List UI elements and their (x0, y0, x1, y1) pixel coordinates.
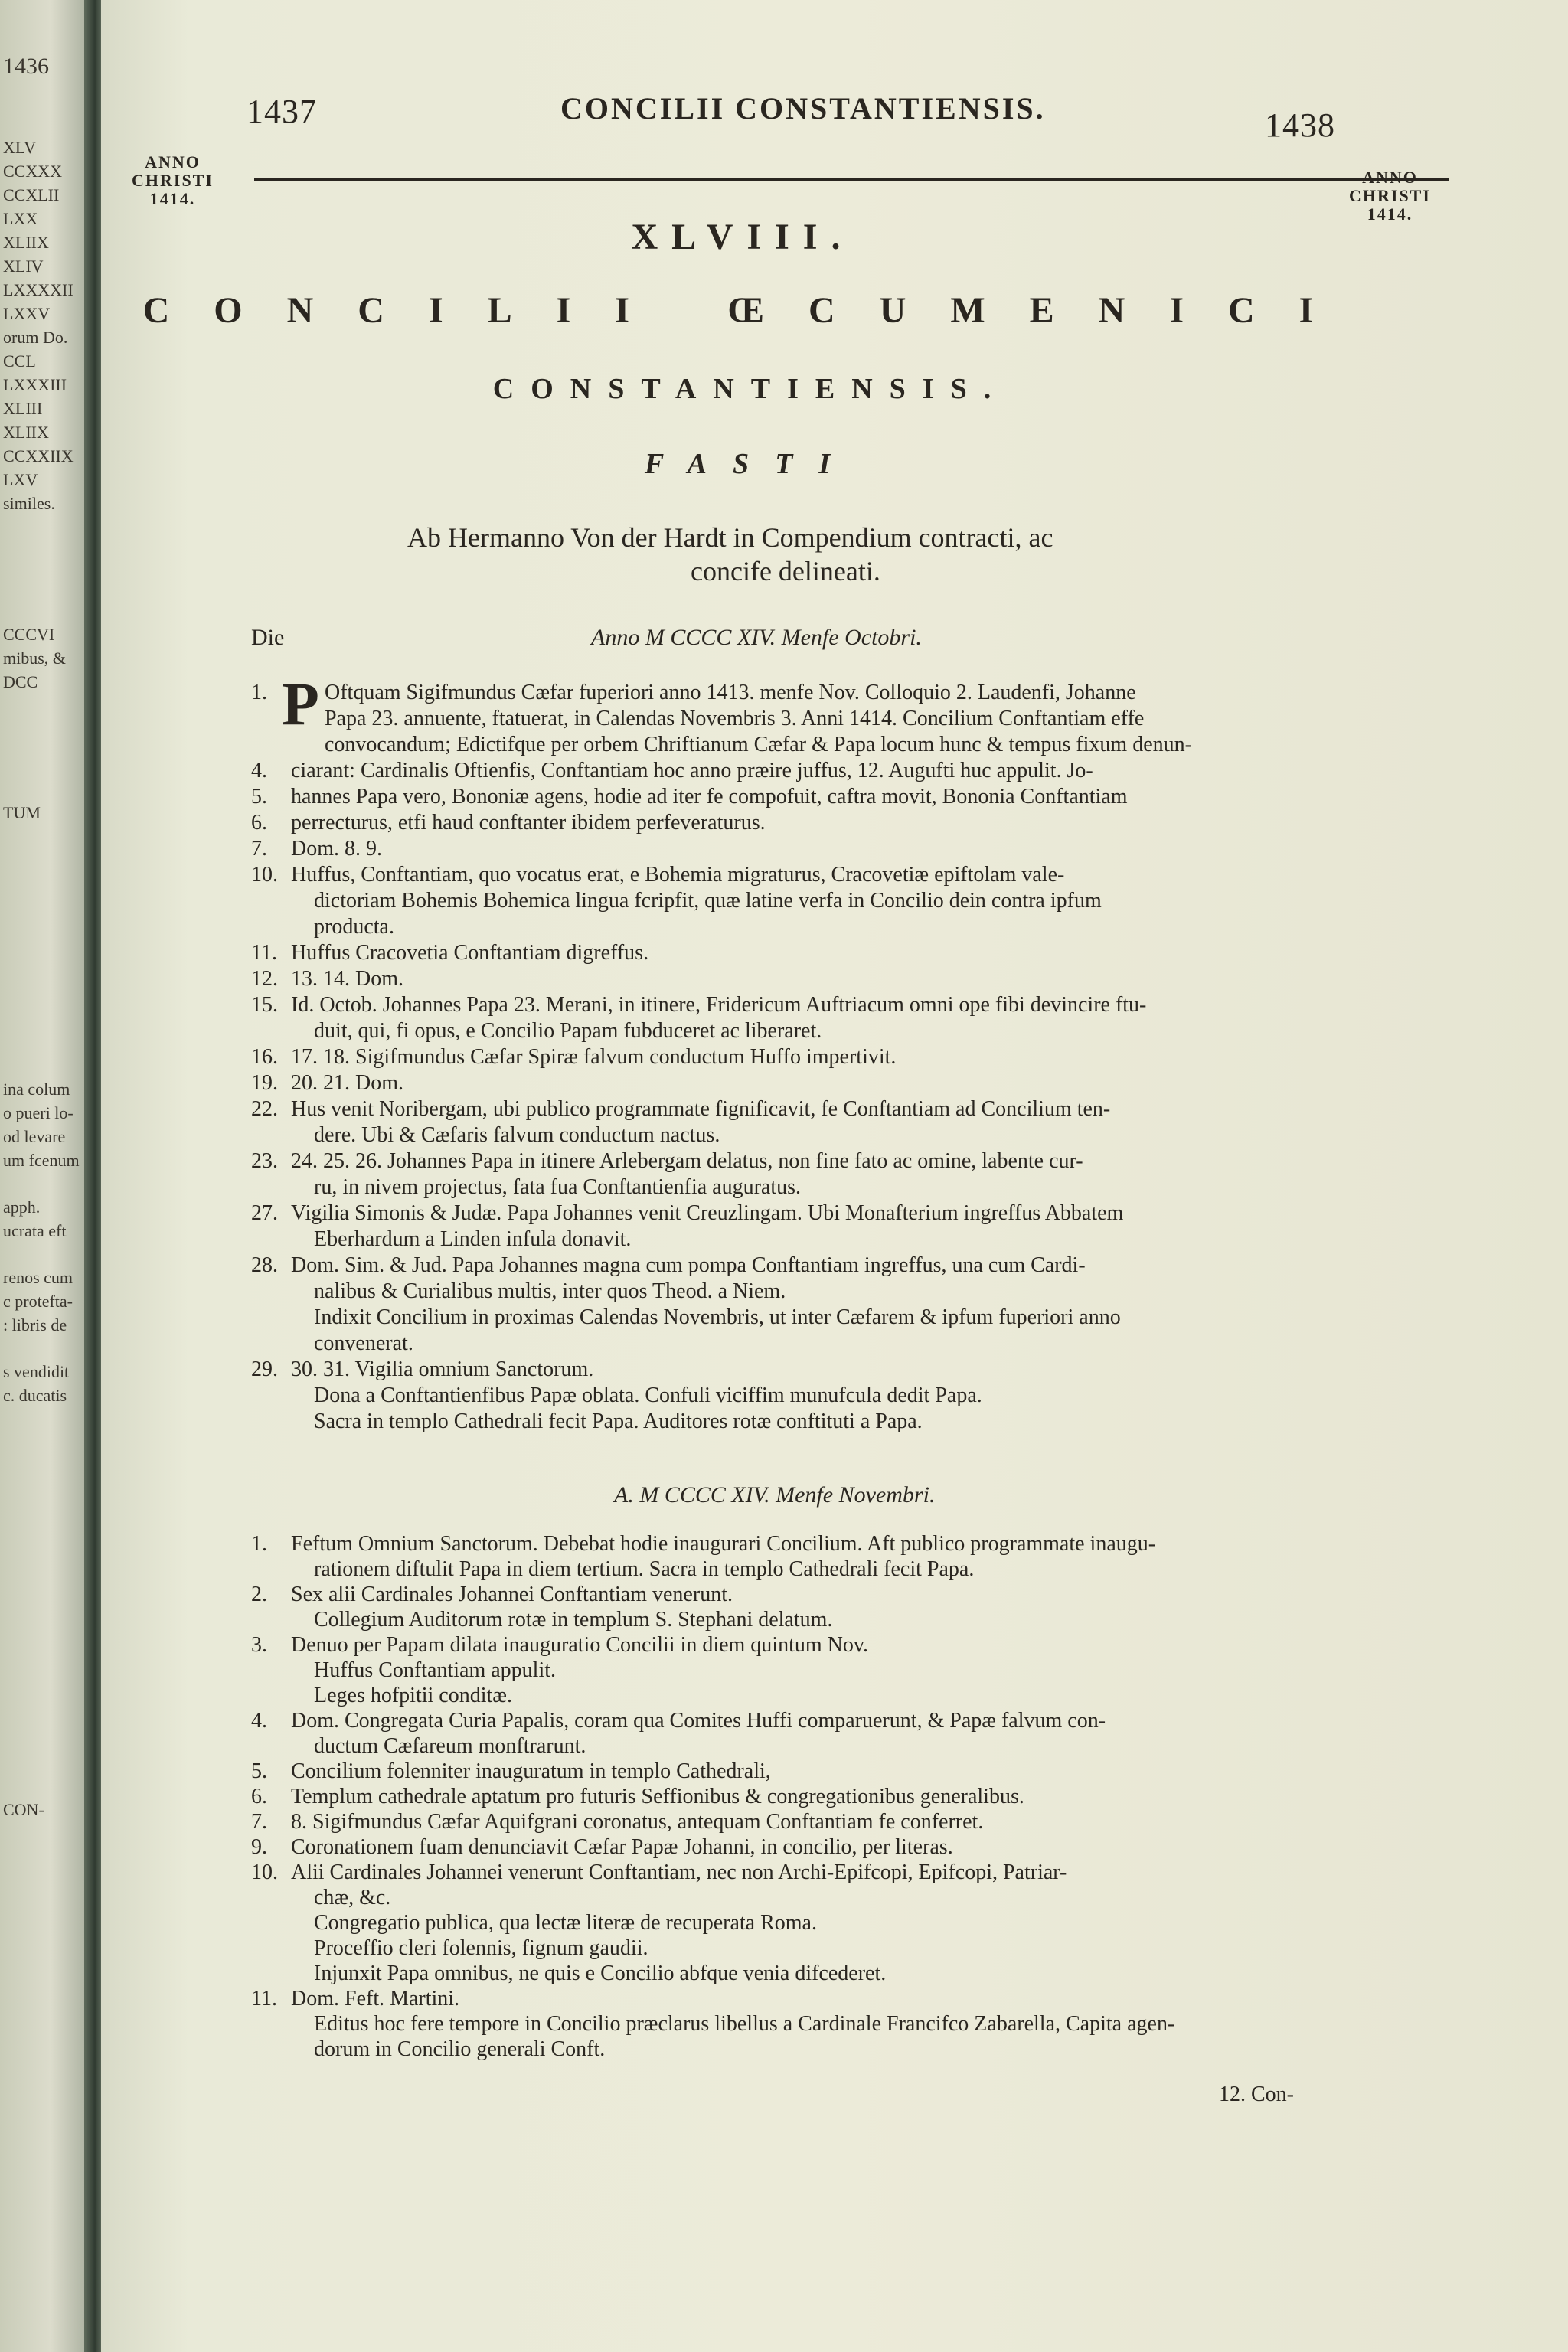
left-page-margin-text: o pueri lo- (3, 1103, 74, 1122)
day-number: 1. (251, 1532, 267, 1556)
entry-text: Sacra in templo Cathedrali fecit Papa. Auditores rotæ conftituti a Papa. (314, 1410, 923, 1433)
entry-text: nalibus & Curialibus multis, inter quos Theod. a Niem. (314, 1279, 786, 1303)
left-page-margin-text: orum Do. (3, 328, 68, 347)
day-number: 6. (251, 1785, 267, 1808)
left-page-margin-text: similes. (3, 494, 55, 513)
entry-line (251, 2011, 1174, 2037)
anno-label: ANNO (145, 152, 201, 172)
entry-line (251, 1227, 631, 1253)
left-page-margin-text: um fcenum (3, 1151, 80, 1170)
entry-text: Congregatio publica, qua lectæ literæ de recuperata Roma. (314, 1911, 817, 1935)
day-number: 22. (251, 1097, 278, 1121)
left-page-margin-text: LXV (3, 470, 38, 489)
entry-line (251, 758, 1093, 784)
left-page-margin-text: LXX (3, 209, 38, 228)
entry-text: rationem diftulit Papa in diem tertium. Sacra in templo Cathedrali fecit Papa. (314, 1557, 975, 1581)
entry-text: ductum Cæfareum monftrarunt. (314, 1734, 586, 1758)
entry-text: Dom. 8. 9. (291, 837, 382, 861)
left-page-margin-text: c. ducatis (3, 1386, 67, 1405)
entry-text: ciarant: Cardinalis Oftienfis, Conftantiam hoc anno præire juffus, 12. Augufti huc appulit. Jo- (291, 759, 1093, 782)
entry-text: 17. 18. Sigifmundus Cæfar Spiræ falvum conductum Huffo impertivit. (291, 1045, 897, 1069)
left-page-margin-text: CCL (3, 351, 36, 371)
subtitle-line-1: Ab Hermanno Von der Hardt in Compendium contracti, ac (407, 522, 1054, 553)
entry-text: 13. 14. Dom. (291, 967, 403, 991)
entry-line (251, 732, 1192, 758)
entry-line (251, 1632, 868, 1658)
christi-label: CHRISTI (132, 171, 214, 190)
entry-text: Alii Cardinales Johannei venerunt Conftantiam, nec non Archi-Epifcopi, Epifcopi, Patriar- (291, 1860, 1067, 1884)
left-page-margin-text: s vendidit (3, 1362, 70, 1381)
left-page-margin-text: CCXLII (3, 185, 60, 204)
left-page-margin-text: apph. (3, 1197, 41, 1217)
day-number: 4. (251, 1709, 267, 1733)
entry-text: Templum cathedrale aptatum pro futuris Seffionibus & congregationibus generalibus. (291, 1785, 1024, 1808)
entry-text: convocandum; Edictifque per orbem Chriftianum Cæfar & Papa locum hunc & tempus fixum denun- (325, 733, 1192, 756)
left-page-margin-text: CCCVI (3, 625, 55, 644)
left-page-margin-text: mibus, & (3, 648, 66, 668)
entry-line (251, 1096, 1110, 1122)
entry-line (251, 1809, 983, 1835)
subtitle (407, 521, 1326, 588)
left-page-margin-text: renos cum (3, 1268, 74, 1287)
day-number: 11. (251, 1987, 277, 2011)
entry-text: chæ, &c. (314, 1886, 391, 1909)
anno-label: ANNO (1362, 168, 1418, 187)
title-line-2: CONSTANTIENSIS. (492, 373, 1008, 405)
entry-line (251, 1122, 720, 1148)
day-number: 4. (251, 759, 267, 782)
left-page-margin-text: od levare (3, 1127, 66, 1146)
day-number: 9. (251, 1835, 267, 1859)
october-heading: Anno M CCCC XIV. Menfe Octobri. (591, 625, 922, 650)
day-number: 15. (251, 993, 278, 1017)
column-number-right: 1438 (1265, 106, 1335, 144)
entry-line (251, 836, 382, 862)
entry-line (251, 1557, 974, 1583)
die-label: Die (251, 625, 285, 650)
entry-line (251, 1357, 593, 1383)
entry-line (251, 1708, 1106, 1734)
entry-line (251, 1148, 1083, 1174)
day-number: 10. (251, 1860, 278, 1884)
left-page-margin-text: LXXXXII (3, 280, 74, 299)
entry-text: Coronationem fuam denunciavit Cæfar Papæ Johanni, in concilio, per literas. (291, 1835, 953, 1859)
subtitle-line-2: concife delineati. (691, 556, 880, 586)
entry-text: Id. Octob. Johannes Papa 23. Merani, in itinere, Fridericum Auftriacum omni ope fibi devincire ftu- (291, 993, 1147, 1017)
entry-text: Huffus Cracovetia Conftantiam digreffus. (291, 941, 649, 965)
left-page-margin-text: ucrata eft (3, 1221, 67, 1240)
entry-line (251, 1383, 982, 1409)
left-page-margin-text: XLV (3, 138, 37, 157)
left-page-number: 1436 (3, 54, 49, 79)
entry-text: ru, in nivem projectus, fata fua Conftantienfia auguratus. (314, 1175, 802, 1199)
day-number: 10. (251, 863, 278, 887)
entry-line (251, 1409, 923, 1435)
left-page-margin-text: DCC (3, 672, 38, 691)
entry-text: Concilium folenniter inauguratum in templo Cathedrali, (291, 1759, 771, 1783)
entry-text: hannes Papa vero, Bononiæ agens, hodie ad iter fe compofuit, caftra movit, Bononia Conftantiam (291, 785, 1128, 808)
day-number: 28. (251, 1253, 278, 1277)
year-label: 1414. (1367, 204, 1413, 224)
entry-text: Sex alii Cardinales Johannei Conftantiam venerunt. (291, 1583, 733, 1606)
left-page-margin-text: LXXV (3, 304, 51, 323)
left-page-margin-text: CCXXIIX (3, 446, 74, 466)
entry-text: Injunxit Papa omnibus, ne quis e Concilio abfque venia difcederet. (314, 1962, 887, 1985)
entry-line (251, 680, 1136, 706)
entry-line (251, 784, 1128, 810)
entry-line (251, 914, 394, 940)
entry-text: Eberhardum a Linden infula donavit. (314, 1227, 632, 1251)
day-number: 29. (251, 1357, 278, 1381)
entry-line (251, 1582, 733, 1608)
entry-line (251, 1531, 1155, 1557)
entry-line (251, 1070, 403, 1096)
entry-line (251, 1961, 886, 1987)
entry-line (251, 810, 766, 836)
day-number: 27. (251, 1201, 278, 1225)
entry-line (251, 1305, 1121, 1331)
title-line-3: FASTI (644, 448, 857, 480)
entry-line (251, 862, 1064, 888)
entry-line (251, 2037, 605, 2063)
title-line-1: CONCILII ŒCUMENICI (142, 290, 1358, 331)
entry-line (251, 1860, 1067, 1886)
chapter-number: XLVIII. (631, 217, 854, 257)
entry-text: Oftquam Sigifmundus Cæfar fuperiori anno 1413. menfe Nov. Colloquio 2. Laudenfi, Johanne (325, 681, 1136, 704)
entry-text: dorum in Concilio generali Conft. (314, 2037, 606, 2061)
left-facing-page (0, 0, 92, 2352)
entry-text: Papa 23. annuente, ftatuerat, in Calendas Novembris 3. Anni 1414. Concilium Conftantiam effe (325, 707, 1145, 730)
left-page-margin-text: XLIV (3, 256, 44, 276)
entry-text: Indixit Concilium in proximas Calendas Novembris, ut inter Cæfarem & ipfum fuperiori anno (314, 1305, 1121, 1329)
left-page-margin-text: c protefta- (3, 1292, 73, 1311)
entry-text: perrecturus, etfi haud conftanter ibidem perfeveraturus. (291, 811, 766, 835)
entry-text: Dona a Conftantienfibus Papæ oblata. Confuli viciffim munufcula dedit Papa. (314, 1383, 982, 1407)
entry-line (251, 1658, 556, 1684)
day-number: 2. (251, 1583, 267, 1606)
entry-line (251, 1279, 786, 1305)
entry-line (251, 1936, 648, 1962)
entry-line (251, 1607, 832, 1633)
day-number: 5. (251, 1759, 267, 1783)
entry-text: dere. Ubi & Cæfaris falvum conductum nactus. (314, 1123, 720, 1147)
entry-line (251, 940, 648, 966)
entry-text: producta. (314, 915, 394, 939)
left-page-margin-text: XLIIX (3, 233, 49, 252)
anno-christi-left (132, 153, 214, 208)
left-page-margin-text: CCXXX (3, 162, 63, 181)
left-page-margin-text: LXXXIII (3, 375, 67, 394)
header-rule (254, 178, 1449, 181)
left-page-margin-text: XLIIX (3, 423, 49, 442)
entry-line (251, 1733, 586, 1759)
catchword: 12. Con- (1219, 2082, 1294, 2106)
year-label: 1414. (149, 189, 196, 208)
entry-line (251, 1759, 771, 1785)
entry-text: duit, qui, fi opus, e Concilio Papam fubduceret ac liberaret. (314, 1019, 822, 1043)
entry-text: 30. 31. Vigilia omnium Sanctorum. (291, 1357, 594, 1381)
christi-label: CHRISTI (1349, 186, 1431, 205)
day-number: 23. (251, 1149, 278, 1173)
entry-text: Leges hofpitii conditæ. (314, 1684, 512, 1707)
drop-cap-p: P (282, 671, 319, 738)
entry-line (251, 888, 1102, 914)
day-number: 1. (251, 681, 267, 704)
entry-line (251, 1986, 459, 2012)
entry-text: 20. 21. Dom. (291, 1071, 403, 1095)
entry-text: 8. Sigifmundus Cæfar Aquifgrani coronatus, antequam Conftantiam fe conferret. (291, 1810, 984, 1834)
entry-line (251, 1174, 801, 1200)
entry-line (251, 1331, 413, 1357)
day-number: 7. (251, 837, 267, 861)
entry-line (251, 1885, 390, 1911)
entry-text: Vigilia Simonis & Judæ. Papa Johannes venit Creuzlingam. Ubi Monafterium ingreffus Abbatem (291, 1201, 1124, 1225)
entry-line (251, 966, 403, 992)
left-page-margin-text: ina colum (3, 1080, 70, 1099)
left-page-margin-text: : libris de (3, 1315, 67, 1334)
entry-line (251, 1910, 817, 1936)
left-page-margin-text: TUM (3, 803, 41, 822)
entry-text: Huffus Conftantiam appulit. (314, 1658, 556, 1682)
day-number: 5. (251, 785, 267, 808)
column-number-left: 1437 (247, 93, 317, 130)
entry-text: Dom. Sim. & Jud. Papa Johannes magna cum pompa Conftantiam ingreffus, una cum Cardi- (291, 1253, 1086, 1277)
entry-text: Editus hoc fere tempore in Concilio præclarus libellus a Cardinale Francifco Zabarella, Capita agen- (314, 2012, 1175, 2036)
entry-line (251, 1253, 1086, 1279)
entry-line (251, 1200, 1123, 1227)
day-number: 11. (251, 941, 277, 965)
entry-line (251, 1683, 512, 1709)
entry-text: Proceffio cleri folennis, fignum gaudii. (314, 1936, 648, 1960)
entry-text: Hus venit Noribergam, ubi publico programmate fignificavit, fe Conftantiam ad Concilium ten- (291, 1097, 1111, 1121)
entry-text: Dom. Congregata Curia Papalis, coram qua Comites Huffi comparuerunt, & Papæ falvum con- (291, 1709, 1106, 1733)
entry-text: Collegium Auditorum rotæ in templum S. Stephani delatum. (314, 1608, 833, 1632)
entry-line (251, 1834, 953, 1860)
entry-line (251, 1784, 1024, 1810)
entry-line (251, 1044, 896, 1070)
day-number: 3. (251, 1633, 267, 1657)
entry-text: dictoriam Bohemis Bohemica lingua fcripfit, quæ latine verfa in Concilio dein contra ipfum (314, 889, 1102, 913)
entry-text: Dom. Feft. Martini. (291, 1987, 460, 2011)
running-title: CONCILII CONSTANTIENSIS. (560, 91, 1046, 126)
left-page-margin-text: CON- (3, 1800, 44, 1819)
november-heading: A. M CCCC XIV. Menfe Novembri. (614, 1482, 936, 1508)
entry-line (251, 992, 1146, 1018)
entry-line (251, 706, 1144, 732)
entry-text: Feftum Omnium Sanctorum. Debebat hodie inaugurari Concilium. Aft publico programmate inaugu- (291, 1532, 1156, 1556)
day-number: 12. (251, 967, 278, 991)
day-number: 16. (251, 1045, 278, 1069)
day-number: 19. (251, 1071, 278, 1095)
left-page-margin-text: XLIII (3, 399, 43, 418)
entry-text: 24. 25. 26. Johannes Papa in itinere Arlebergam delatus, non fine fato ac omine, labente cur- (291, 1149, 1083, 1173)
entry-text: Denuo per Papam dilata inauguratio Concilii in diem quintum Nov. (291, 1633, 869, 1657)
day-number: 6. (251, 811, 267, 835)
entry-line (251, 1018, 822, 1044)
book-page (101, 0, 1568, 2352)
entry-text: convenerat. (314, 1331, 413, 1355)
entry-text: Huffus, Conftantiam, quo vocatus erat, e Bohemia migraturus, Cracovetiæ epiftolam vale- (291, 863, 1065, 887)
day-number: 7. (251, 1810, 267, 1834)
